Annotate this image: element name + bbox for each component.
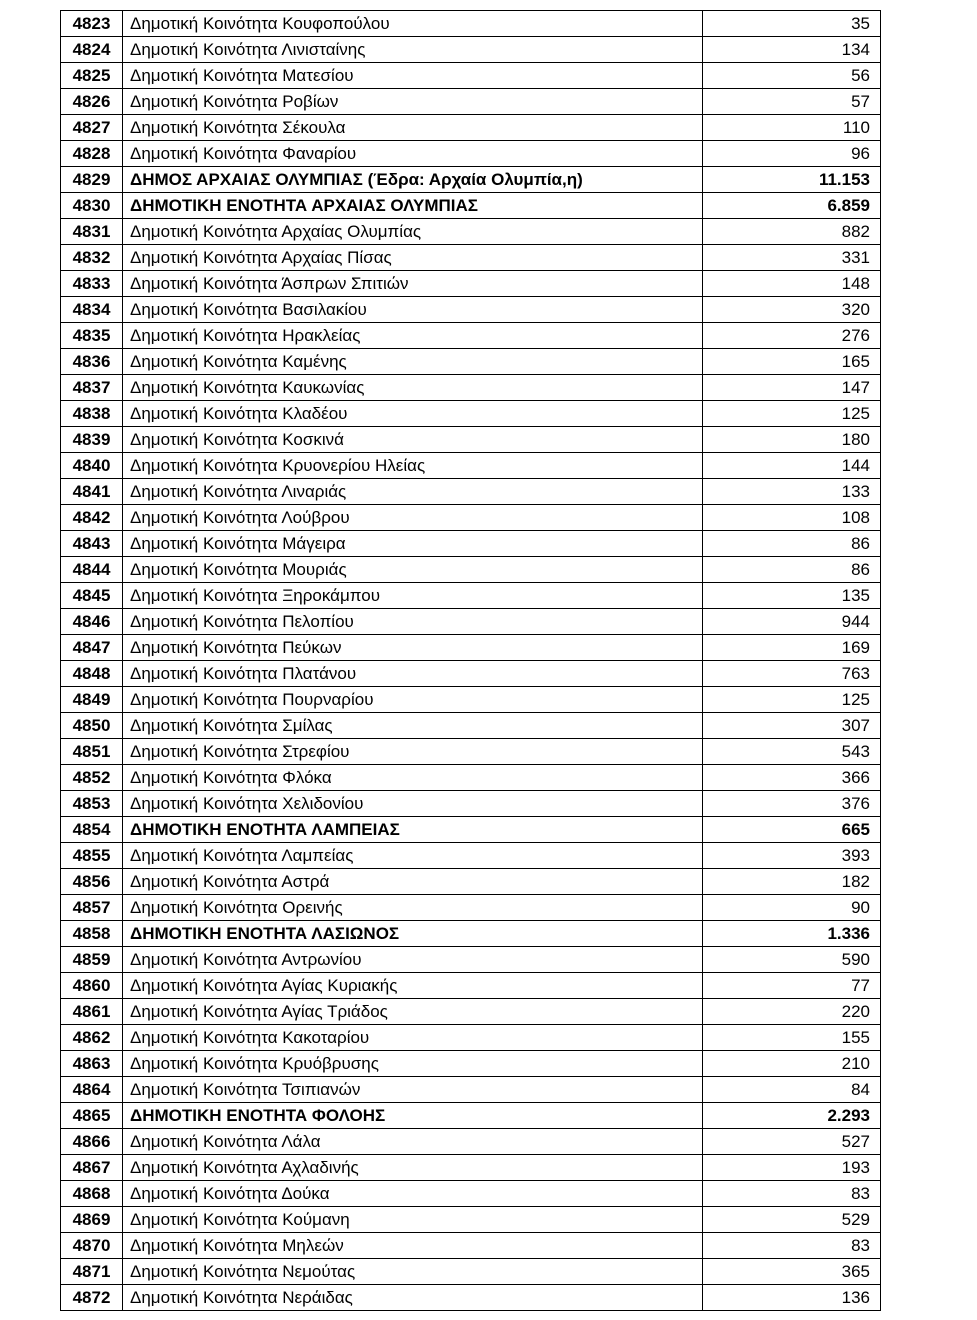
row-code: 4845 xyxy=(61,583,123,609)
table-row xyxy=(61,557,881,583)
row-name: Δημοτική Κοινότητα Λούβρου xyxy=(123,505,703,531)
row-population: 320 xyxy=(703,297,881,323)
row-population: 83 xyxy=(703,1181,881,1207)
row-population: 110 xyxy=(703,115,881,141)
table-body xyxy=(61,11,881,1311)
row-code: 4854 xyxy=(61,817,123,843)
row-population: 56 xyxy=(703,63,881,89)
row-code: 4870 xyxy=(61,1233,123,1259)
row-name: Δημοτική Κοινότητα Χελιδονίου xyxy=(123,791,703,817)
row-name: Δημοτική Κοινότητα Κούμανη xyxy=(123,1207,703,1233)
row-name: ΔΗΜΟΤΙΚΗ ΕΝΟΤΗΤΑ ΑΡΧΑΙΑΣ ΟΛΥΜΠΙΑΣ xyxy=(123,193,703,219)
table-row xyxy=(61,11,881,37)
row-code: 4850 xyxy=(61,713,123,739)
row-population: 1.336 xyxy=(703,921,881,947)
row-code: 4835 xyxy=(61,323,123,349)
row-population: 77 xyxy=(703,973,881,999)
table-row xyxy=(61,219,881,245)
row-code: 4837 xyxy=(61,375,123,401)
row-code: 4838 xyxy=(61,401,123,427)
row-name: Δημοτική Κοινότητα Αγίας Κυριακής xyxy=(123,973,703,999)
table-row xyxy=(61,427,881,453)
row-name: Δημοτική Κοινότητα Βασιλακίου xyxy=(123,297,703,323)
row-population: 90 xyxy=(703,895,881,921)
table-row xyxy=(61,973,881,999)
population-table xyxy=(60,10,881,1311)
table-row xyxy=(61,245,881,271)
table-row-heading xyxy=(61,167,881,193)
row-name: Δημοτική Κοινότητα Μάγειρα xyxy=(123,531,703,557)
table-row xyxy=(61,1285,881,1311)
row-code: 4834 xyxy=(61,297,123,323)
row-name: Δημοτική Κοινότητα Αγίας Τριάδος xyxy=(123,999,703,1025)
row-code: 4849 xyxy=(61,687,123,713)
row-population: 882 xyxy=(703,219,881,245)
table-row xyxy=(61,1233,881,1259)
row-population: 165 xyxy=(703,349,881,375)
table-row-heading xyxy=(61,193,881,219)
row-code: 4862 xyxy=(61,1025,123,1051)
row-code: 4858 xyxy=(61,921,123,947)
row-population: 125 xyxy=(703,401,881,427)
table-row xyxy=(61,609,881,635)
row-population: 763 xyxy=(703,661,881,687)
table-row xyxy=(61,713,881,739)
row-name: Δημοτική Κοινότητα Τσιπιανών xyxy=(123,1077,703,1103)
row-population: 125 xyxy=(703,687,881,713)
table-row xyxy=(61,1129,881,1155)
row-name: Δημοτική Κοινότητα Μηλεών xyxy=(123,1233,703,1259)
row-population: 180 xyxy=(703,427,881,453)
row-population: 2.293 xyxy=(703,1103,881,1129)
row-code: 4851 xyxy=(61,739,123,765)
table-row xyxy=(61,349,881,375)
row-code: 4830 xyxy=(61,193,123,219)
row-population: 133 xyxy=(703,479,881,505)
row-code: 4824 xyxy=(61,37,123,63)
row-name: Δημοτική Κοινότητα Αντρωνίου xyxy=(123,947,703,973)
table-row xyxy=(61,791,881,817)
row-population: 6.859 xyxy=(703,193,881,219)
table-row xyxy=(61,479,881,505)
row-population: 96 xyxy=(703,141,881,167)
row-code: 4856 xyxy=(61,869,123,895)
row-population: 331 xyxy=(703,245,881,271)
table-row xyxy=(61,401,881,427)
row-name: ΔΗΜΟΣ ΑΡΧΑΙΑΣ ΟΛΥΜΠΙΑΣ (Έδρα: Αρχαία Ολυμπία,η) xyxy=(123,167,703,193)
row-name: Δημοτική Κοινότητα Κλαδέου xyxy=(123,401,703,427)
row-code: 4872 xyxy=(61,1285,123,1311)
row-name: Δημοτική Κοινότητα Κουφοπούλου xyxy=(123,11,703,37)
table-row xyxy=(61,1077,881,1103)
table-row xyxy=(61,89,881,115)
row-name: Δημοτική Κοινότητα Μουριάς xyxy=(123,557,703,583)
table-row xyxy=(61,1181,881,1207)
row-population: 134 xyxy=(703,37,881,63)
row-name: Δημοτική Κοινότητα Φλόκα xyxy=(123,765,703,791)
row-name: Δημοτική Κοινότητα Αστρά xyxy=(123,869,703,895)
row-population: 84 xyxy=(703,1077,881,1103)
table-row xyxy=(61,271,881,297)
row-code: 4861 xyxy=(61,999,123,1025)
table-row xyxy=(61,739,881,765)
row-name: Δημοτική Κοινότητα Κρυόβρυσης xyxy=(123,1051,703,1077)
row-code: 4826 xyxy=(61,89,123,115)
table-row xyxy=(61,37,881,63)
row-name: Δημοτική Κοινότητα Αρχαίας Πίσας xyxy=(123,245,703,271)
row-code: 4855 xyxy=(61,843,123,869)
row-name: Δημοτική Κοινότητα Νεμούτας xyxy=(123,1259,703,1285)
row-code: 4871 xyxy=(61,1259,123,1285)
row-name: Δημοτική Κοινότητα Στρεφίου xyxy=(123,739,703,765)
population-table-container xyxy=(60,10,880,1311)
row-name: Δημοτική Κοινότητα Ματεσίου xyxy=(123,63,703,89)
table-row xyxy=(61,869,881,895)
row-population: 57 xyxy=(703,89,881,115)
row-name: Δημοτική Κοινότητα Λιναριάς xyxy=(123,479,703,505)
row-name: Δημοτική Κοινότητα Κακοταρίου xyxy=(123,1025,703,1051)
table-row xyxy=(61,947,881,973)
table-row xyxy=(61,999,881,1025)
row-population: 135 xyxy=(703,583,881,609)
row-name: ΔΗΜΟΤΙΚΗ ΕΝΟΤΗΤΑ ΛΑΜΠΕΙΑΣ xyxy=(123,817,703,843)
table-row xyxy=(61,1025,881,1051)
row-code: 4833 xyxy=(61,271,123,297)
table-row xyxy=(61,1051,881,1077)
row-code: 4843 xyxy=(61,531,123,557)
row-code: 4825 xyxy=(61,63,123,89)
row-name: Δημοτική Κοινότητα Δούκα xyxy=(123,1181,703,1207)
row-population: 365 xyxy=(703,1259,881,1285)
row-population: 193 xyxy=(703,1155,881,1181)
table-row-heading xyxy=(61,817,881,843)
row-code: 4823 xyxy=(61,11,123,37)
table-row xyxy=(61,141,881,167)
table-row xyxy=(61,1259,881,1285)
row-name: Δημοτική Κοινότητα Άσπρων Σπιτιών xyxy=(123,271,703,297)
row-population: 276 xyxy=(703,323,881,349)
row-code: 4848 xyxy=(61,661,123,687)
row-population: 393 xyxy=(703,843,881,869)
row-code: 4840 xyxy=(61,453,123,479)
row-population: 108 xyxy=(703,505,881,531)
table-row xyxy=(61,583,881,609)
row-code: 4831 xyxy=(61,219,123,245)
table-row xyxy=(61,1155,881,1181)
table-row xyxy=(61,531,881,557)
table-row xyxy=(61,453,881,479)
row-code: 4863 xyxy=(61,1051,123,1077)
row-population: 220 xyxy=(703,999,881,1025)
row-population: 147 xyxy=(703,375,881,401)
row-code: 4868 xyxy=(61,1181,123,1207)
row-code: 4829 xyxy=(61,167,123,193)
row-name: Δημοτική Κοινότητα Νεράιδας xyxy=(123,1285,703,1311)
row-code: 4846 xyxy=(61,609,123,635)
row-code: 4827 xyxy=(61,115,123,141)
row-population: 366 xyxy=(703,765,881,791)
row-code: 4865 xyxy=(61,1103,123,1129)
row-name: Δημοτική Κοινότητα Πεύκων xyxy=(123,635,703,661)
row-code: 4866 xyxy=(61,1129,123,1155)
row-name: Δημοτική Κοινότητα Ηρακλείας xyxy=(123,323,703,349)
row-population: 376 xyxy=(703,791,881,817)
row-population: 307 xyxy=(703,713,881,739)
row-code: 4841 xyxy=(61,479,123,505)
row-population: 155 xyxy=(703,1025,881,1051)
row-name: Δημοτική Κοινότητα Αχλαδινής xyxy=(123,1155,703,1181)
table-row xyxy=(61,115,881,141)
row-name: Δημοτική Κοινότητα Κρυονερίου Ηλείας xyxy=(123,453,703,479)
row-name: ΔΗΜΟΤΙΚΗ ΕΝΟΤΗΤΑ ΛΑΣΙΩΝΟΣ xyxy=(123,921,703,947)
row-population: 35 xyxy=(703,11,881,37)
table-row xyxy=(61,323,881,349)
row-name: Δημοτική Κοινότητα Λινισταίνης xyxy=(123,37,703,63)
row-name: Δημοτική Κοινότητα Πουρναρίου xyxy=(123,687,703,713)
row-code: 4852 xyxy=(61,765,123,791)
table-row xyxy=(61,765,881,791)
table-row xyxy=(61,505,881,531)
row-code: 4836 xyxy=(61,349,123,375)
row-code: 4857 xyxy=(61,895,123,921)
row-name: Δημοτική Κοινότητα Ροβίων xyxy=(123,89,703,115)
table-row xyxy=(61,895,881,921)
row-name: Δημοτική Κοινότητα Πλατάνου xyxy=(123,661,703,687)
row-population: 11.153 xyxy=(703,167,881,193)
row-code: 4860 xyxy=(61,973,123,999)
row-name: Δημοτική Κοινότητα Λάλα xyxy=(123,1129,703,1155)
row-code: 4853 xyxy=(61,791,123,817)
table-row xyxy=(61,297,881,323)
row-code: 4828 xyxy=(61,141,123,167)
row-population: 590 xyxy=(703,947,881,973)
row-code: 4859 xyxy=(61,947,123,973)
row-name: Δημοτική Κοινότητα Καυκωνίας xyxy=(123,375,703,401)
row-code: 4844 xyxy=(61,557,123,583)
row-population: 86 xyxy=(703,557,881,583)
row-population: 144 xyxy=(703,453,881,479)
table-row xyxy=(61,661,881,687)
row-population: 182 xyxy=(703,869,881,895)
row-population: 210 xyxy=(703,1051,881,1077)
row-population: 527 xyxy=(703,1129,881,1155)
row-population: 136 xyxy=(703,1285,881,1311)
row-population: 529 xyxy=(703,1207,881,1233)
row-name: Δημοτική Κοινότητα Ξηροκάμπου xyxy=(123,583,703,609)
table-row xyxy=(61,635,881,661)
row-population: 944 xyxy=(703,609,881,635)
row-name: Δημοτική Κοινότητα Φαναρίου xyxy=(123,141,703,167)
table-row-heading xyxy=(61,921,881,947)
row-code: 4842 xyxy=(61,505,123,531)
row-population: 543 xyxy=(703,739,881,765)
row-code: 4847 xyxy=(61,635,123,661)
row-code: 4867 xyxy=(61,1155,123,1181)
row-population: 83 xyxy=(703,1233,881,1259)
row-name: Δημοτική Κοινότητα Καμένης xyxy=(123,349,703,375)
row-name: Δημοτική Κοινότητα Πελοπίου xyxy=(123,609,703,635)
row-code: 4832 xyxy=(61,245,123,271)
row-name: Δημοτική Κοινότητα Σμίλας xyxy=(123,713,703,739)
table-row-heading xyxy=(61,1103,881,1129)
row-population: 665 xyxy=(703,817,881,843)
table-row xyxy=(61,1207,881,1233)
table-row xyxy=(61,687,881,713)
row-code: 4864 xyxy=(61,1077,123,1103)
row-name: Δημοτική Κοινότητα Αρχαίας Ολυμπίας xyxy=(123,219,703,245)
row-name: Δημοτική Κοινότητα Κοσκινά xyxy=(123,427,703,453)
table-row xyxy=(61,375,881,401)
row-code: 4839 xyxy=(61,427,123,453)
row-code: 4869 xyxy=(61,1207,123,1233)
row-population: 169 xyxy=(703,635,881,661)
table-row xyxy=(61,843,881,869)
row-name: Δημοτική Κοινότητα Λαμπείας xyxy=(123,843,703,869)
row-name: ΔΗΜΟΤΙΚΗ ΕΝΟΤΗΤΑ ΦΟΛΟΗΣ xyxy=(123,1103,703,1129)
row-population: 148 xyxy=(703,271,881,297)
row-name: Δημοτική Κοινότητα Ορεινής xyxy=(123,895,703,921)
table-row xyxy=(61,63,881,89)
row-population: 86 xyxy=(703,531,881,557)
row-name: Δημοτική Κοινότητα Σέκουλα xyxy=(123,115,703,141)
